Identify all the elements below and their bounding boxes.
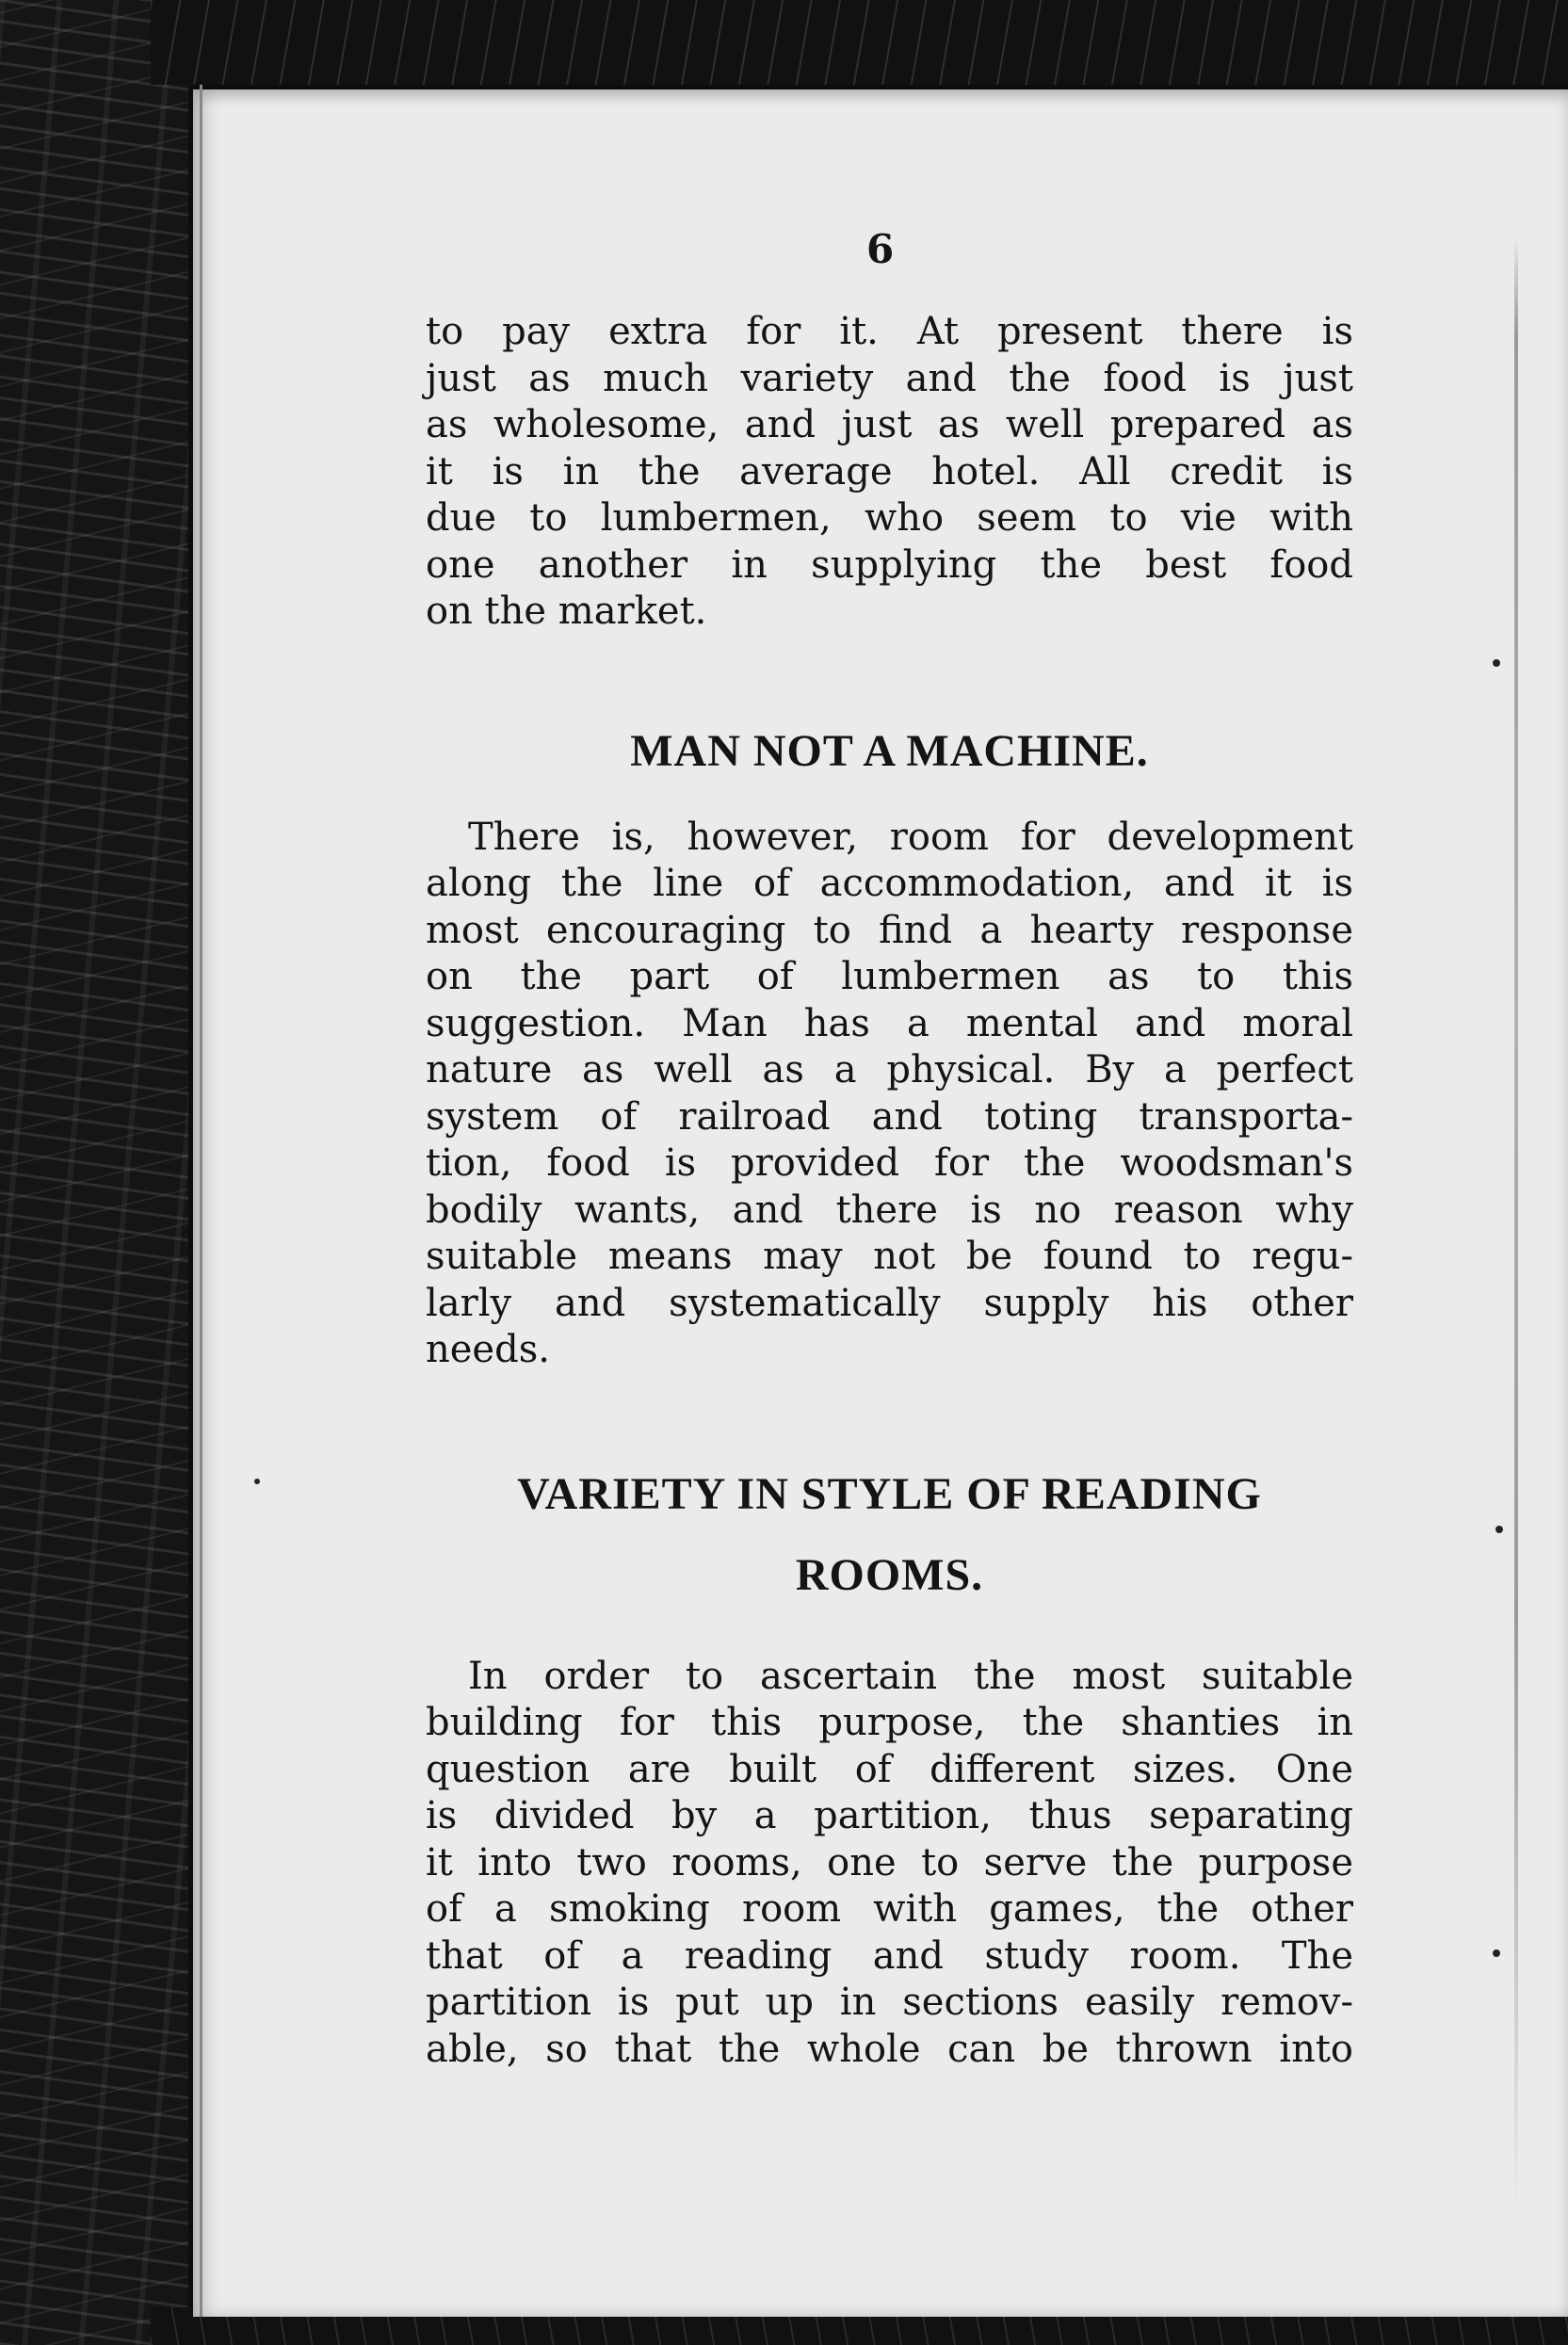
heading-line: VARIETY IN STYLE OF READING — [517, 1468, 1262, 1519]
text-line: partition is put up in sections easily remov- — [426, 1981, 1353, 2024]
paragraph-shanties — [426, 1654, 1353, 2074]
ink-speck — [1495, 1526, 1503, 1533]
paragraph-development — [426, 815, 1353, 1374]
text-line: most encouraging to find a hearty response — [426, 908, 1353, 952]
text-line: needs. — [426, 1328, 550, 1371]
text-line: suggestion. Man has a mental and moral — [426, 1001, 1353, 1045]
ink-speck — [1493, 1949, 1500, 1957]
text-line: nature as well as a physical. By a perfect — [426, 1048, 1353, 1092]
text-line: is divided by a partition, thus separating — [426, 1794, 1353, 1837]
text-line: of a smoking room with games, the other — [426, 1887, 1353, 1931]
text-line: that of a reading and study room. The — [426, 1933, 1353, 1978]
text-line: just as much variety and the food is just — [426, 356, 1353, 400]
text-line: it into two rooms, one to serve the purpose — [426, 1840, 1353, 1884]
text-line: bodily wants, and there is no reason why — [426, 1188, 1353, 1232]
page-number: 6 — [866, 226, 895, 272]
ink-speck — [1493, 659, 1500, 667]
right-bleed-line — [1514, 235, 1518, 2213]
text-line: There is, however, room for development — [468, 815, 1353, 859]
text-line: question are built of different sizes. One — [426, 1747, 1353, 1791]
paragraph-food — [426, 309, 1353, 636]
text-line: to pay extra for it. At present there is — [426, 310, 1353, 353]
text-line: building for this purpose, the shanties in — [426, 1701, 1353, 1744]
text-line: on the part of lumbermen as to this — [426, 955, 1353, 998]
text-line: as wholesome, and just as well prepared as — [426, 403, 1353, 446]
marbled-cover-edge — [0, 0, 188, 2345]
text-line: larly and systematically supply his other — [426, 1281, 1353, 1325]
text-line: able, so that the whole can be thrown into — [426, 2027, 1353, 2071]
text-line: tion, food is provided for the woodsman's — [426, 1141, 1353, 1185]
page-body — [426, 217, 1353, 2073]
text-line: one another in supplying the best food — [426, 542, 1353, 587]
text-line: on the market. — [426, 590, 707, 633]
text-line: due to lumbermen, who seem to vie with — [426, 496, 1353, 540]
ink-speck — [254, 1479, 260, 1484]
gutter-line — [200, 85, 202, 2317]
text-line: In order to ascertain the most suitable — [468, 1654, 1353, 1698]
section-heading-man-not-machine: MAN NOT A MACHINE. — [630, 725, 1149, 776]
section-heading-reading-rooms — [426, 1454, 1353, 1616]
top-cover-edge — [151, 0, 1568, 85]
text-line: suitable means may not be found to regu- — [426, 1235, 1353, 1278]
text-line: it is in the average hotel. All credit is — [426, 449, 1353, 493]
text-line: system of railroad and toting transporta- — [426, 1094, 1353, 1139]
text-line: along the line of accommodation, and it is — [426, 862, 1353, 905]
heading-line: ROOMS. — [795, 1549, 984, 1600]
